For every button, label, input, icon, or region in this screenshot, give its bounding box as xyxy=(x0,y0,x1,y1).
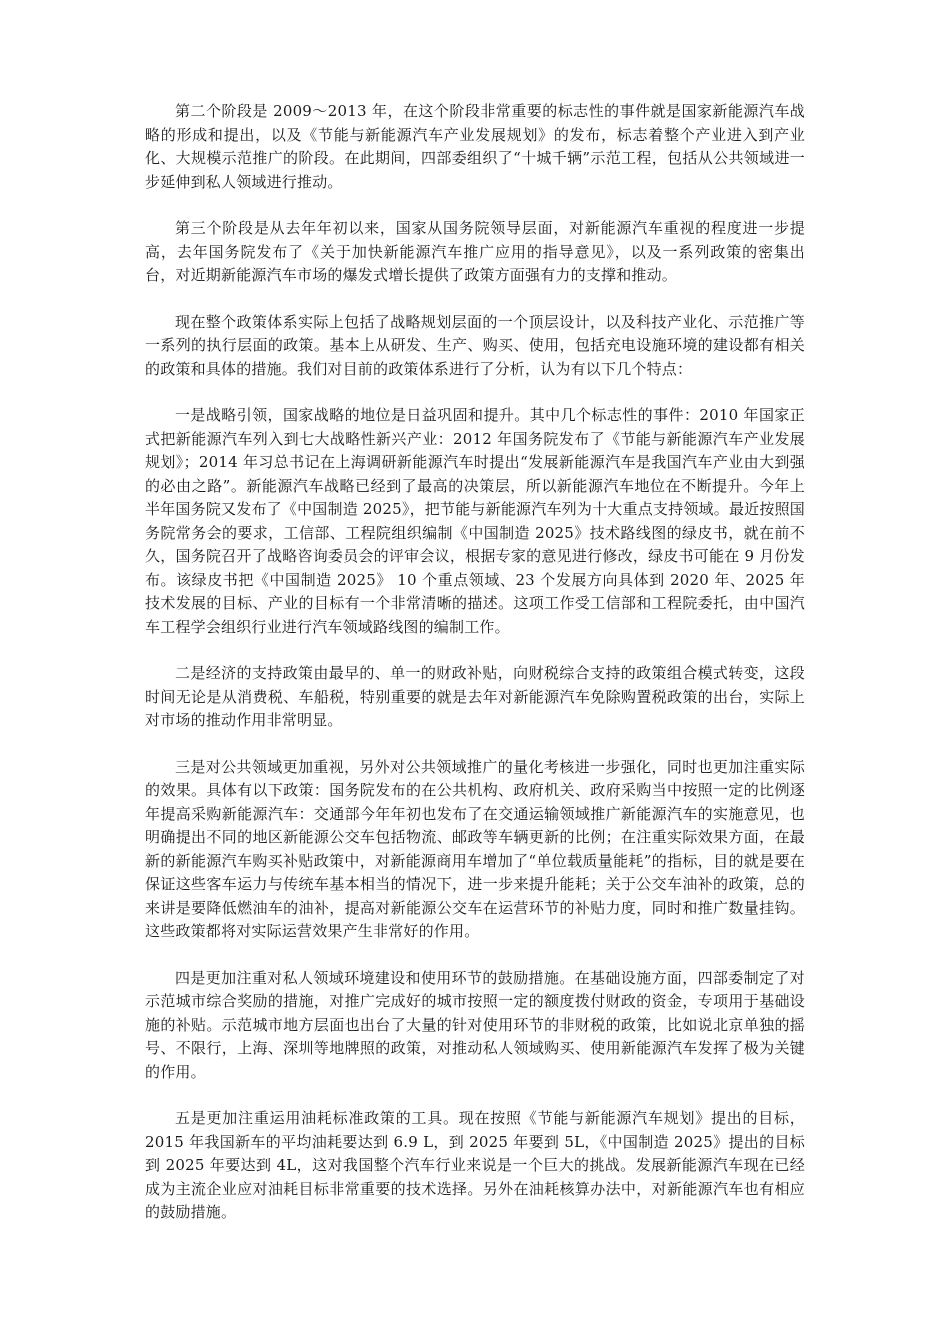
paragraph-stage-two: 第二个阶段是 2009～2013 年，在这个阶段非常重要的标志性的事件就是国家新能源汽车战略的形成和提出，以及《节能与新能源汽车产业发展规划》的发布，标志着整个产业进入到产业化、大规模示范推广的阶段。在此期间，四部委组织了“十城千辆”示范工程，包括从公共领域进一步延伸到私人领域进行推动。 xyxy=(145,102,805,191)
paragraph-policy-system: 现在整个政策体系实际上包括了战略规划层面的一个顶层设计，以及科技产业化、示范推广等一系列的执行层面的政策。基本上从研发、生产、购买、使用，包括充电设施环境的建设都有相关的政策和具体的措施。我们对目前的政策体系进行了分析，认为有以下几个特点： xyxy=(145,312,805,378)
paragraph-point-two: 二是经济的支持政策由最早的、单一的财政补贴，向财税综合支持的政策组合模式转变，这段时间无论是从消费税、车船税，特别重要的就是去年对新能源汽车免除购置税政策的出台，实际上对市场的推动作用非常明显。 xyxy=(145,664,805,729)
paragraph-point-three: 三是对公共领域更加重视，另外对公共领域推广的量化考核进一步强化，同时也更加注重实际的效果。具体有以下政策：国务院发布的在公共机构、政府机关、政府采购当中按照一定的比例逐年提高采购新能源汽车：交通部今年年初也发布了在交通运输领域推广新能源汽车的实施意见，也明确提出不同的地区新能源公交车包括物流、邮政等车辆更新的比例；在注重实际效果方面，在最新的新能源汽车购买补贴政策中，对新能源商用车增加了“单位载质量能耗”的指标，目的就是要在保证这些客车运力与传统车基本相当的情况下，进一步来提升能耗；关于公交车油补的政策，总的来讲是要降低燃油车的油补，提高对新能源公交车在运营环节的补贴力度，同时和推广数量挂钩。这些政策都将对实际运营效果产生非常好的作用。 xyxy=(145,757,805,940)
paragraph-point-four: 四是更加注重对私人领域环境建设和使用环节的鼓励措施。在基础设施方面，四部委制定了对示范城市综合奖励的措施，对推广完成好的城市按照一定的额度拨付财政的资金，专项用于基础设施的补贴。示范城市地方层面也出台了大量的针对使用环节的非财税的政策，比如说北京单独的摇号、不限行，上海、深圳等地牌照的政策，对推动私人领域购买、使用新能源汽车发挥了极为关键的作用。 xyxy=(145,968,805,1081)
paragraph-point-one: 一是战略引领，国家战略的地位是日益巩固和提升。其中几个标志性的事件：2010 年国家正式把新能源汽车列入到七大战略性新兴产业：2012 年国务院发布了《节能与新能源汽车产业发展规划》；2014 年习总书记在上海调研新能源汽车时提出“发展新能源汽车是我国汽车产业由大到强的必由之路”。新能源汽车战略已经到了最高的决策层，所以新能源汽车地位在不断提升。今年上半年国务院又发布了《中国制造 2025》，把节能与新能源汽车列为十大重点支持领域。最近按照国务院常务会的要求，工信部、工程院组织编制《中国制造 2025》技术路线图的绿皮书，就在前不久，国务院召开了战略咨询委员会的评审会议，根据专家的意见进行修改，绿皮书可能在 9 月份发布。该绿皮书把《中国制造 2025》 10 个重点领域、23 个发展方向具体到 2020 年、2025 年技术发展的目标、产业的目标有一个非常清晰的描述。这项工作受工信部和工程院委托，由中国汽车工程学会组织行业进行汽车领域路线图的编制工作。 xyxy=(145,406,805,636)
document-body xyxy=(145,100,805,1248)
paragraph-point-five: 五是更加注重运用油耗标准政策的工具。现在按照《节能与新能源汽车规划》提出的目标，2015 年我国新车的平均油耗要达到 6.9 L，到 2025 年要到 5L，《中国制造 2025》提出的目标到 2025 年要达到 4L，这对我国整个汽车行业来说是一个巨大的挑战。发展新能源汽车现在已经成为主流企业应对油耗目标非常重要的技术选择。另外在油耗核算办法中，对新能源汽车也有相应的鼓励措施。 xyxy=(145,1109,805,1221)
paragraph-stage-three: 第三个阶段是从去年年初以来，国家从国务院领导层面，对新能源汽车重视的程度进一步提高，去年国务院发布了《关于加快新能源汽车推广应用的指导意见》，以及一系列政策的密集出台，对近期新能源汽车市场的爆发式增长提供了政策方面强有力的支撑和推动。 xyxy=(145,219,805,284)
